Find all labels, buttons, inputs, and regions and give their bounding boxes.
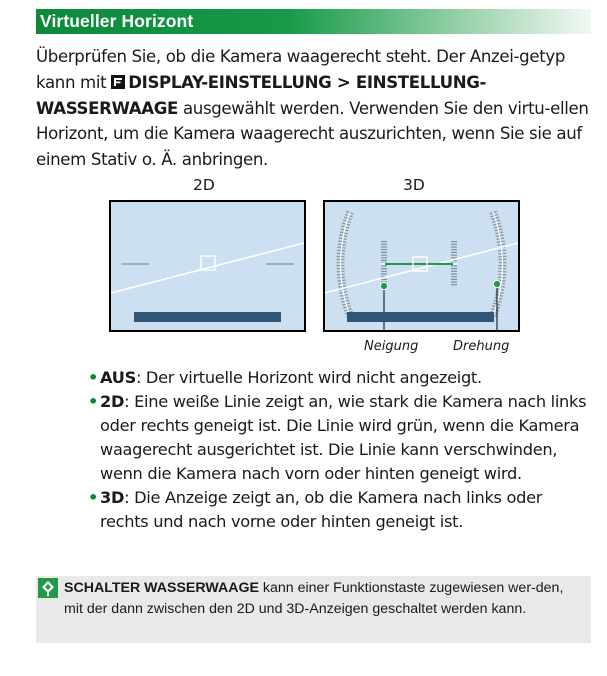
option-3d: • 3D: Die Anzeige zeigt an, ob die Kamera nach links oder rechts und nach vorne oder hinten geneigt ist. <box>88 488 543 531</box>
option-text: : Eine weiße Linie zeigt an, wie stark die Kamera nach links oder rechts geneigt ist. Die Linie wird grün, wenn die Kamera waagerecht ausgerichtet ist. Die Linie kann verschwinden, wenn die Kamera nach vorn oder hinten geneigt wird. <box>100 392 587 483</box>
horizon-diagram <box>105 176 525 361</box>
option-2d: • 2D: Eine weiße Linie zeigt an, wie stark die Kamera nach links oder rechts geneigt ist. Die Linie wird grün, wenn die Kamera waagerecht ausgerichtet ist. Die Linie kann verschwinden, wenn die Kamera nach vorn oder hinten geneigt wird. <box>88 392 587 483</box>
diagram-title-2d: 2D <box>193 176 215 194</box>
option-text: : Der virtuelle Horizont wird nicht angezeigt. <box>135 368 482 387</box>
option-text: : Die Anzeige zeigt an, ob die Kamera nach links oder rechts und nach vorne oder hinten geneigt ist. <box>100 488 543 531</box>
intro-text-2: ausgewählt werden. Verwenden Sie den virtu-ellen Horizont, um die Kamera waagerecht auszurichten, wenn Sie sie auf einem Stativ o. Ä. anbringen. <box>36 98 589 170</box>
info-bar-3d <box>347 312 494 322</box>
option-list <box>88 366 588 534</box>
section-title: Virtueller Horizont <box>40 11 194 31</box>
menu-path: DISPLAY-EINSTELLUNG > EINSTELLUNG-WASSERWAAGE <box>36 72 487 118</box>
option-key: 2D <box>100 392 125 411</box>
screen-3d <box>323 200 520 332</box>
display-setting-icon <box>111 75 125 89</box>
option-key: AUS <box>100 368 136 387</box>
option-off: • AUS: Der virtuelle Horizont wird nicht angezeigt. <box>88 368 482 387</box>
note-keyword: SCHALTER WASSERWAAGE <box>64 580 259 596</box>
intro-paragraph <box>36 44 596 173</box>
intro-text-1: Überprüfen Sie, ob die Kamera waagerecht steht. Der Anzei-getyp kann mit <box>36 47 566 92</box>
callout-pitch: Neigung <box>364 339 419 354</box>
option-key: 3D <box>100 488 125 507</box>
pitch-dot <box>380 282 387 289</box>
callout-roll: Drehung <box>453 339 510 354</box>
screen-2d-background <box>111 202 304 330</box>
section-header <box>36 9 591 34</box>
screen-3d-graphic <box>323 200 520 332</box>
tip-icon <box>38 578 58 598</box>
roll-dot <box>493 280 500 287</box>
info-bar <box>134 312 281 322</box>
note-body: kann einer Funktionstaste zugewiesen wer-den, mit der dann zwischen den 2D und 3D-Anzeigen geschaltet werden kann. <box>64 580 564 617</box>
diagram-title-3d: 3D <box>403 176 425 194</box>
screen-3d-background <box>325 202 518 330</box>
screen-2d-graphic <box>109 200 306 332</box>
tip-note <box>36 576 591 643</box>
screen-2d <box>109 200 306 332</box>
note-text <box>64 578 586 619</box>
